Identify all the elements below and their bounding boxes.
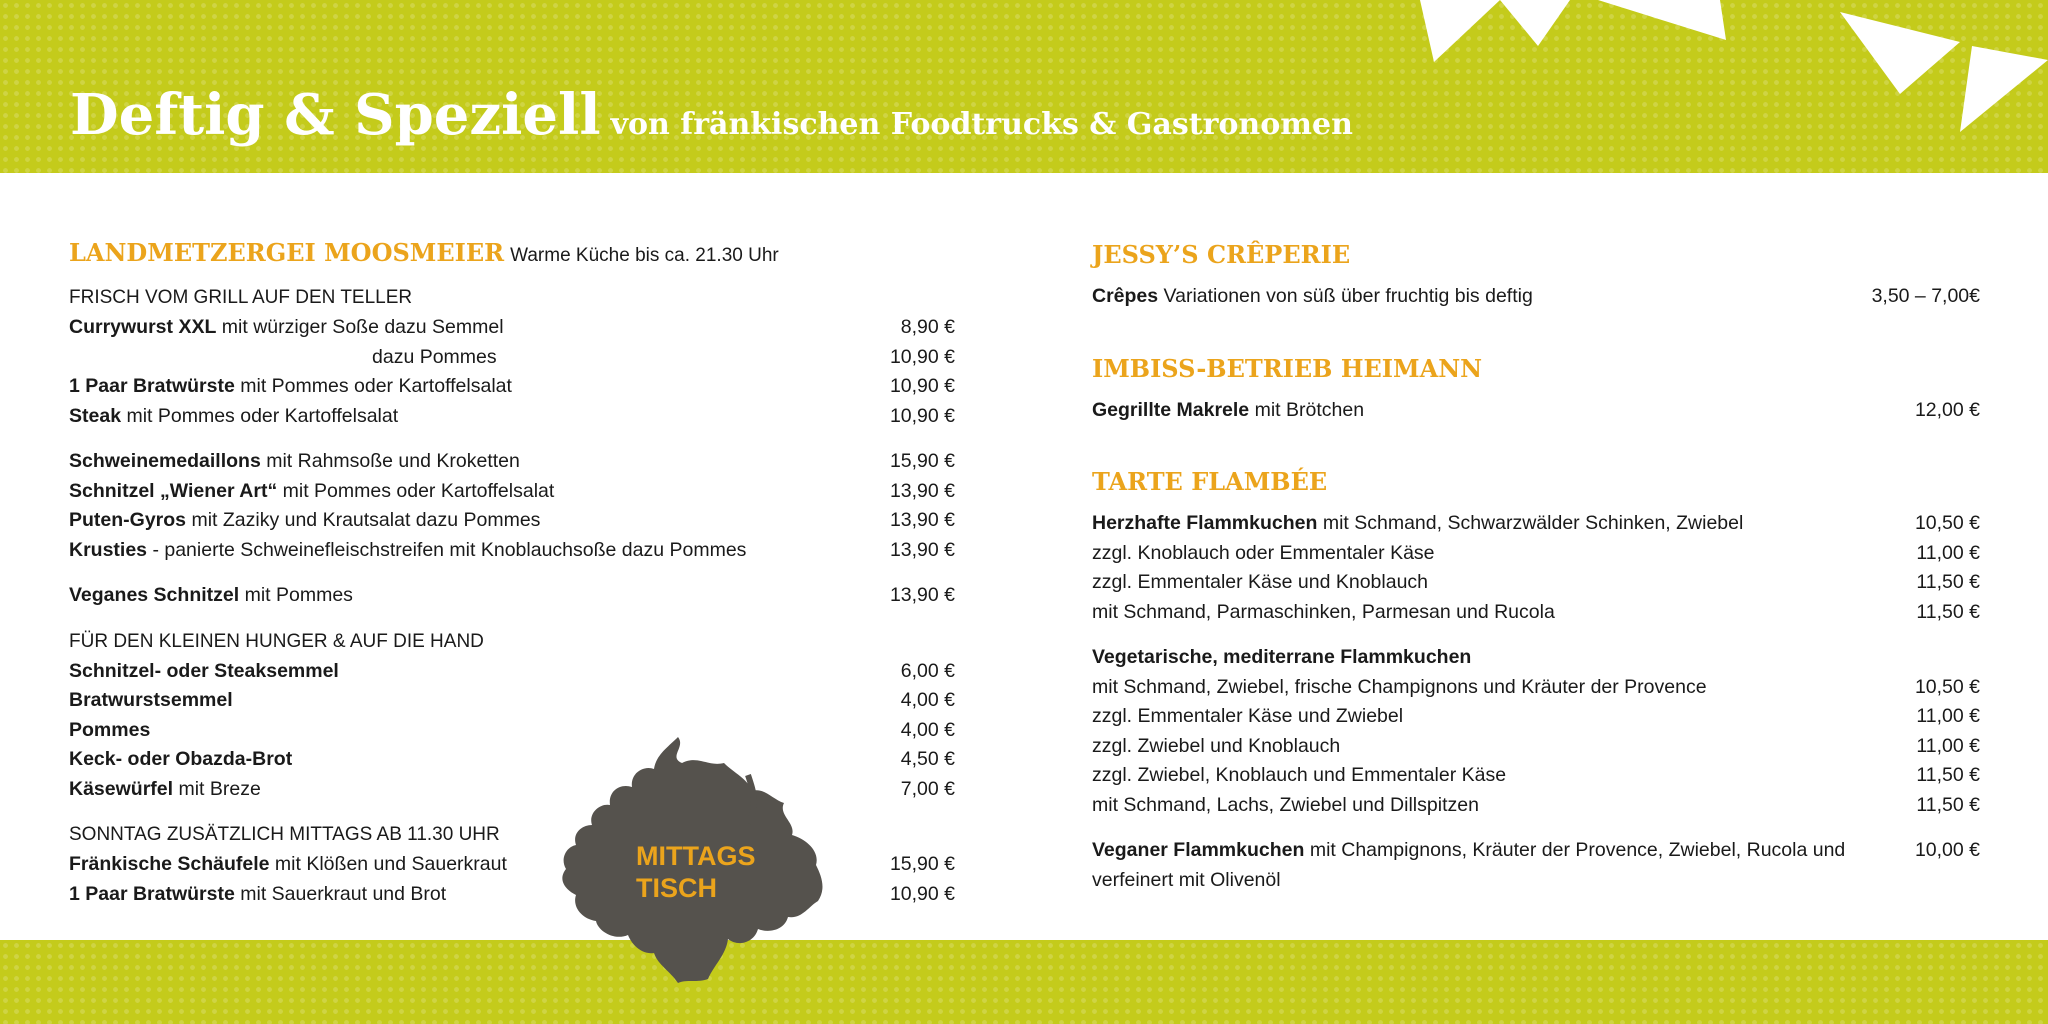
menu-item [1092,539,1980,569]
item-name: 1 Paar Bratwürste [69,375,235,397]
menu-item [69,313,955,343]
item-name: Käsewürfel [69,777,174,800]
menu-item [69,343,955,373]
item-name: Schnitzel- oder Steaksemmel [69,659,339,682]
item-description: mit Schmand, Zwiebel, frische Champignons und Kräuter der Provence [1092,675,1707,698]
item-price: 13,90 € [889,538,955,561]
item-description: mit Schmand, Parmaschinken, Parmesan und Rucola [1092,600,1555,623]
item-description: mit würziger Soße dazu Semmel [216,316,504,338]
mittagstisch-badge [636,840,755,904]
menu-item [69,447,955,477]
item-description: mit Schmand, Schwarzwälder Schinken, Zwiebel [1317,512,1744,534]
item-description: - panierte Schweinefleischstreifen mit Knoblauchsoße dazu Pommes [147,538,747,561]
vendor-name: IMBISS-BETRIEB HEIMANN [1092,353,1483,383]
item-name: Veganes Schnitzel [69,584,240,606]
menu-item [69,477,955,507]
item-price: 15,90 € [889,853,955,875]
menu-item [1092,568,1980,598]
item-description: zzgl. Knoblauch oder Emmentaler Käse [1092,541,1435,564]
item-description: mit Champignons, Kräuter der Provence, Zwiebel, Rucola und verfeinert mit Olivenöl [1092,839,1846,891]
item-price: 10,90 € [889,375,955,397]
item-description: dazu Pommes [372,345,497,368]
item-name: Pommes [69,718,151,741]
item-name: Gegrillte Makrele [1092,398,1250,421]
item-price: 11,00 € [1916,734,1980,757]
item-name: 1 Paar Bratwürste [69,882,235,905]
menu-item [69,372,955,402]
item-price: 3,50 – 7,00€ [1871,285,1980,307]
item-description: mit Klößen und Sauerkraut [269,853,507,875]
item-name: Herzhafte Flammkuchen [1092,512,1318,534]
title-subtitle: von fränkischen Foodtrucks & Gastronomen [610,107,1353,142]
section-heading: FÜR DEN KLEINEN HUNGER & AUF DIE HAND [69,630,484,652]
menu-item [1092,396,1980,426]
section-heading: SONNTAG ZUSÄTZLICH MITTAGS AB 11.30 UHR [69,824,500,845]
title-main: Deftig & Speziell [70,82,601,148]
item-price: 11,00 € [1916,541,1980,564]
item-price: 10,90 € [889,882,955,905]
item-price: 8,90 € [900,316,955,338]
menu-item [69,657,955,687]
item-description: mit Pommes [239,584,353,606]
menu-item [1092,761,1980,791]
item-price: 4,50 € [900,748,955,770]
menu-item [69,402,955,432]
item-name: Schweinemedaillons [69,450,261,472]
menu-item [1092,282,1980,312]
item-description: mit Pommes oder Kartoffelsalat [277,479,555,502]
menu-item [69,581,955,611]
item-name: Schnitzel „Wiener Art“ [69,479,278,502]
item-description: mit Rahmsoße und Kroketten [260,450,520,472]
badge-line-1: MITTAGS [636,841,756,871]
item-description: mit Zaziky und Krautsalat dazu Pommes [186,509,541,531]
section-heading: FRISCH VOM GRILL AUF DEN TELLER [69,287,413,308]
menu-item [1092,732,1980,762]
menu-item [1092,673,1980,703]
vendor-name: TARTE FLAMBÉE [1092,467,1328,496]
item-description: mit Brötchen [1249,398,1365,421]
item-name: Krusties [69,538,148,561]
item-price: 11,50 € [1916,571,1980,593]
item-name: Puten-Gyros [69,509,187,531]
item-price: 13,90 € [889,479,955,502]
item-price: 7,00 € [900,777,955,800]
item-price: 13,90 € [889,584,955,606]
vendor-name: JESSY’S CRÊPERIE [1092,240,1351,269]
right-column [1092,238,1980,895]
item-description: zzgl. Zwiebel, Knoblauch und Emmentaler Käse [1092,764,1507,786]
item-name: Bratwurstsemmel [69,689,233,711]
menu-item [1092,836,1980,895]
item-description: Variationen von süß über fruchtig bis deftig [1158,285,1533,307]
vendor-name: LANDMETZERGEI MOOSMEIER Warme Küche bis ca. 21.30 Uhr [69,238,779,267]
item-name: Veganer Flammkuchen [1092,839,1305,861]
item-price: 4,00 € [900,689,955,711]
item-description: mit Sauerkraut und Brot [234,882,447,905]
vendor-note: Warme Küche bis ca. 21.30 Uhr [510,245,779,266]
item-name: Keck- oder Obazda-Brot [69,748,293,770]
item-price: 10,90 € [889,404,955,427]
item-price: 10,90 € [889,345,955,368]
menu-item [1092,598,1980,628]
menu-item [69,686,955,716]
item-description: mit Pommes oder Kartoffelsalat [234,375,512,397]
badge-line-2: TISCH [636,873,717,903]
item-price: 10,50 € [1914,512,1980,534]
item-name: Currywurst XXL [69,316,217,338]
item-description: mit Schmand, Lachs, Zwiebel und Dillspitzen [1092,793,1479,816]
menu-item [1092,791,1980,821]
item-price: 12,00 € [1914,398,1980,421]
item-description: zzgl. Zwiebel und Knoblauch [1092,734,1341,757]
menu-item [1092,509,1980,539]
item-price: 10,50 € [1914,675,1980,698]
menu-group-heading: Vegetarische, mediterrane Flammkuchen [1092,646,1472,668]
item-description: mit Breze [173,777,261,800]
menu-item [69,506,955,536]
page-title [70,82,1353,148]
item-price: 13,90 € [889,509,955,531]
bunting-flags-icon [1420,0,2048,140]
item-price: 11,00 € [1916,705,1980,727]
footer-band [0,940,2048,1024]
item-price: 10,00 € [1914,839,1980,861]
item-price: 11,50 € [1916,600,1980,623]
menu-item [1092,702,1980,732]
item-price: 4,00 € [900,718,955,741]
item-description: zzgl. Emmentaler Käse und Knoblauch [1092,571,1429,593]
item-name: Fränkische Schäufele [69,853,270,875]
item-price: 11,50 € [1916,793,1980,816]
item-name: Crêpes [1092,285,1159,307]
item-price: 6,00 € [900,659,955,682]
item-description: zzgl. Emmentaler Käse und Zwiebel [1092,705,1404,727]
item-price: 15,90 € [889,450,955,472]
item-name: Steak [69,404,122,427]
item-price: 11,50 € [1916,764,1980,786]
item-description: mit Pommes oder Kartoffelsalat [121,404,399,427]
menu-item [69,536,955,566]
